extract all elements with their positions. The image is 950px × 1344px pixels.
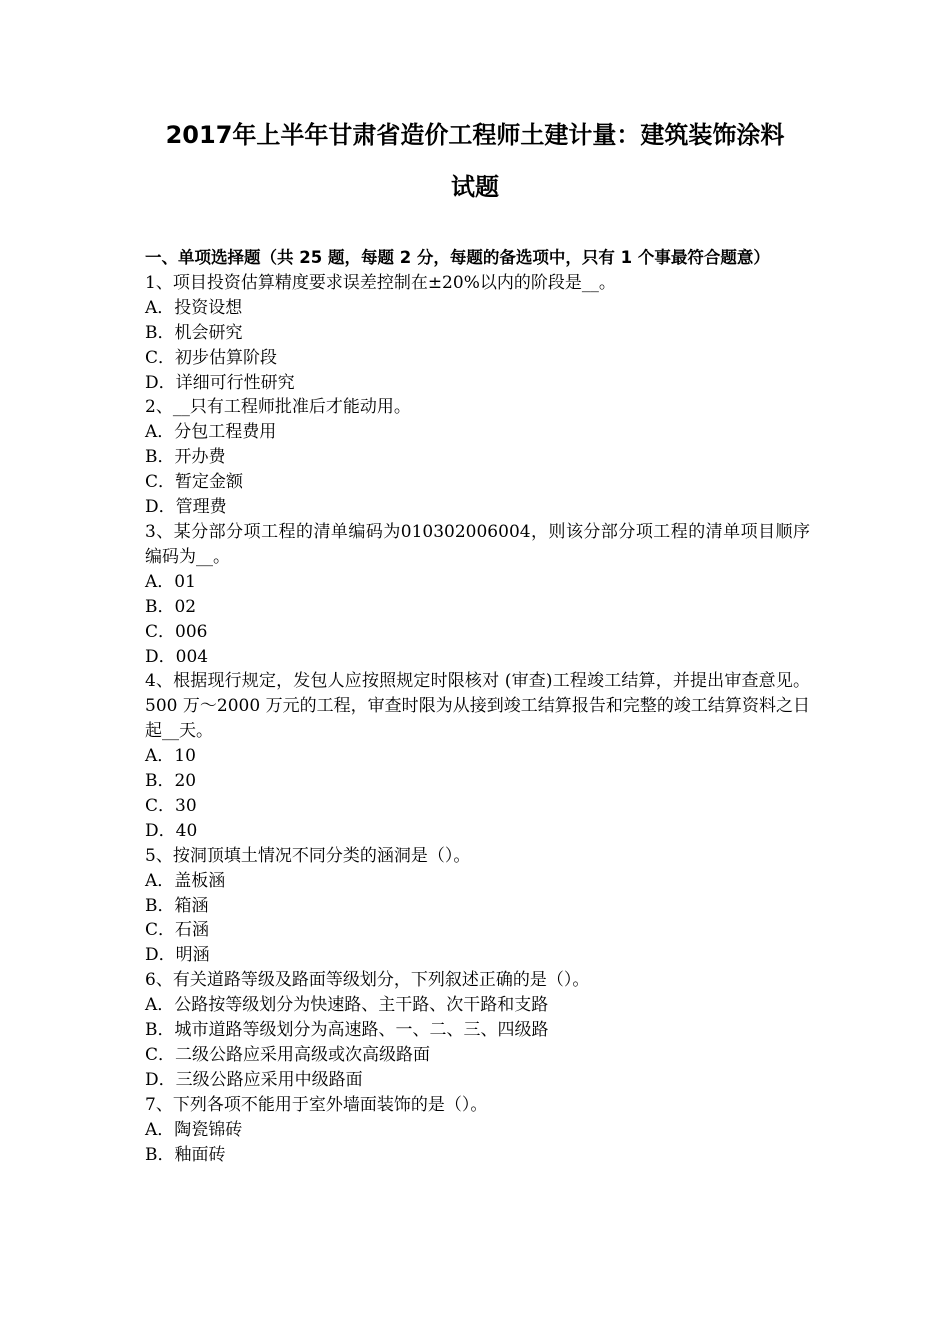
answer-option: B．20: [145, 771, 197, 792]
question-text: 6、有关道路等级及路面等级划分，下列叙述正确的是（）。: [145, 970, 590, 991]
answer-option: D．40: [145, 820, 198, 841]
answer-option: A．盖板涵: [145, 870, 226, 891]
answer-option: C．石涵: [145, 920, 210, 941]
question-list: [145, 271, 810, 1168]
answer-option: C．暂定金额: [145, 472, 244, 493]
section-heading: 一、单项选择题（共 25 题，每题 2 分，每题的备选项中，只有 1 个事最符合题意）: [145, 248, 770, 267]
answer-option: C．006: [145, 621, 208, 642]
answer-option: A．分包工程费用: [145, 422, 277, 443]
question-item: [145, 1093, 810, 1168]
answer-option: C．初步估算阶段: [145, 347, 278, 368]
question-item: [145, 669, 810, 843]
question-text: 3、某分部分项工程的清单编码为010302006004，则该分部分项工程的清单项目顺序编码为__。: [145, 521, 810, 567]
question-text: 4、根据现行规定，发包人应按照规定时限核对 (审查)工程竣工结算，并提出审查意见。500 万～2000 万元的工程，审查时限为从接到竣工结算报告和完整的竣工结算资料之日起__天。: [145, 671, 810, 742]
answer-option: C．二级公路应采用高级或次高级路面: [145, 1045, 431, 1065]
answer-option: B．开办费: [145, 447, 226, 468]
answer-option: B．机会研究: [145, 322, 243, 343]
answer-option: D．三级公路应采用中级路面: [145, 1069, 363, 1090]
question-item: [145, 395, 810, 520]
document-body: [145, 246, 810, 1168]
answer-option: B．02: [145, 596, 197, 617]
answer-option: A．01: [145, 571, 196, 592]
question-item: [145, 968, 810, 1093]
answer-option: B．釉面砖: [145, 1144, 226, 1165]
question-item: [145, 271, 810, 396]
answer-option: B．箱涵: [145, 895, 209, 916]
answer-option: A．投资设想: [145, 297, 243, 318]
answer-option: D．明涵: [145, 945, 210, 966]
answer-option: D．管理费: [145, 497, 227, 518]
question-item: [145, 520, 810, 669]
document-title-continued: 试题: [451, 173, 499, 201]
question-text: 1、项目投资估算精度要求误差控制在±20%以内的阶段是__。: [145, 272, 616, 293]
answer-option: A．10: [145, 746, 196, 767]
answer-option: D．004: [145, 646, 209, 667]
question-text: 5、按洞顶填土情况不同分类的涵洞是（）。: [145, 845, 471, 866]
question-text: 2、__只有工程师批准后才能动用。: [145, 397, 411, 418]
answer-option: B．城市道路等级划分为高速路、一、二、三、四级路: [145, 1020, 549, 1041]
answer-option: C．30: [145, 795, 197, 816]
document-title: 2017年上半年甘肃省造价工程师土建计量：建筑装饰涂料: [165, 121, 785, 149]
answer-option: A．陶瓷锦砖: [145, 1119, 243, 1140]
answer-option: D．详细可行性研究: [145, 372, 295, 393]
question-item: [145, 844, 810, 969]
question-text: 7、下列各项不能用于室外墙面装饰的是（）。: [145, 1094, 488, 1115]
answer-option: A．公路按等级划分为快速路、主干路、次干路和支路: [145, 995, 549, 1016]
